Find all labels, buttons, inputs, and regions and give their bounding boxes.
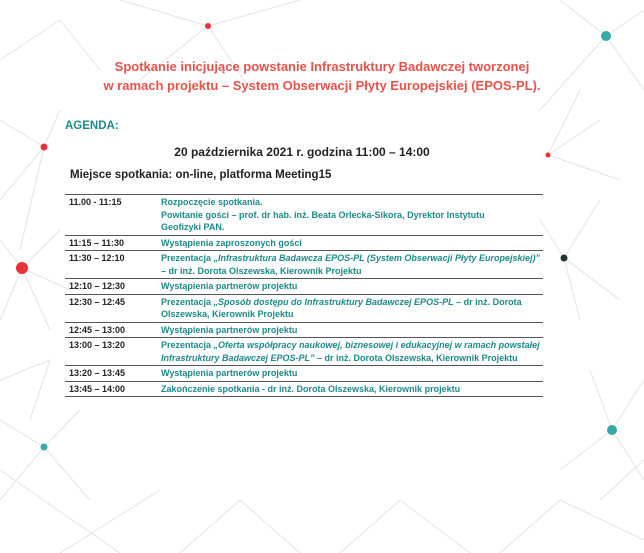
agenda-time: 12:10 – 12:30 — [65, 279, 157, 295]
agenda-description-line: Wystąpienia zaproszonych gości — [161, 237, 302, 248]
agenda-row — [65, 294, 543, 322]
agenda-description — [157, 294, 543, 322]
agenda-time: 13:20 – 13:45 — [65, 366, 157, 382]
agenda-row — [65, 381, 543, 397]
title-line-1: Spotkanie inicjujące powstanie Infrastruktury Badawczej tworzonej — [114, 59, 530, 74]
agenda-description — [157, 381, 543, 397]
meeting-place: Miejsce spotkania: on-line, platforma Meeting15 — [70, 169, 332, 181]
agenda-description-line: Rozpoczęcie spotkania. — [161, 197, 263, 207]
agenda-time: 11:15 – 11:30 — [65, 235, 157, 251]
agenda-time: 12:45 – 13:00 — [65, 322, 157, 338]
page-title — [40, 57, 604, 95]
presentation-title: „Infrastruktura Badawcza EPOS-PL (System Obserwacji Płyty Europejskiej)” — [213, 253, 540, 263]
agenda-description — [157, 279, 543, 295]
title-line-2: w ramach projektu – System Obserwacji Płyty Europejskiej (EPOS-PL). — [103, 78, 541, 93]
meeting-date: 20 października 2021 r. godzina 11:00 – 14:00 — [174, 145, 430, 159]
agenda-row — [65, 279, 543, 295]
agenda-prefix: Prezentacja — [161, 296, 214, 307]
presentation-title: „Sposób dostępu do Infrastruktury Badawczej EPOS-PL — [213, 296, 454, 307]
agenda-time: 13:00 – 13:20 — [65, 338, 157, 366]
agenda-row — [65, 195, 543, 236]
agenda-description — [157, 235, 543, 251]
presenter: – dr inż. Dorota Olszewska, Kierownik Projektu — [314, 352, 518, 363]
agenda-table — [65, 194, 543, 397]
agenda-description — [157, 366, 543, 382]
agenda-description-line: Wystąpienia partnerów projektu — [161, 368, 298, 378]
presenter: – dr inż. Dorota Olszewska, Kierownik Projektu — [161, 265, 362, 276]
agenda-description — [157, 322, 543, 338]
agenda-description — [157, 338, 543, 366]
agenda-description — [157, 195, 543, 236]
agenda-row — [65, 338, 543, 366]
agenda-time: 13:45 – 14:00 — [65, 381, 157, 397]
agenda-time: 12:30 – 12:45 — [65, 294, 157, 322]
agenda-row — [65, 235, 543, 251]
agenda-time: 11.00 - 11:15 — [65, 195, 157, 236]
presenter: – dr inż. Dorota Olszewska, Kierownik Projektu — [161, 296, 522, 319]
agenda-description — [157, 251, 543, 279]
agenda-description-line: Geofizyki PAN. — [161, 222, 225, 232]
agenda-description-line: Zakończenie spotkania - dr inż. Dorota Olszewska, Kierownik projektu — [161, 383, 461, 394]
agenda-row — [65, 251, 543, 279]
agenda-description-line: Powitanie gości – prof. dr hab. inż. Beata Orlecka-Sikora, Dyrektor Instytutu — [161, 209, 485, 220]
presentation-title: „Oferta współpracy naukowej, biznesowej i edukacyjnej w ramach powstałej Infrastruktury Badawczej EPOS-PL” — [161, 340, 540, 363]
agenda-row — [65, 322, 543, 338]
agenda-description-line: Wystąpienia partnerów projektu — [161, 324, 298, 335]
agenda-prefix: Prezentacja — [161, 340, 214, 350]
agenda-description-line: Wystąpienia partnerów projektu — [161, 281, 298, 291]
agenda-prefix: Prezentacja — [161, 253, 214, 263]
agenda-time: 11:30 – 12:10 — [65, 251, 157, 279]
agenda-row — [65, 366, 543, 382]
agenda-label: AGENDA: — [65, 120, 119, 132]
